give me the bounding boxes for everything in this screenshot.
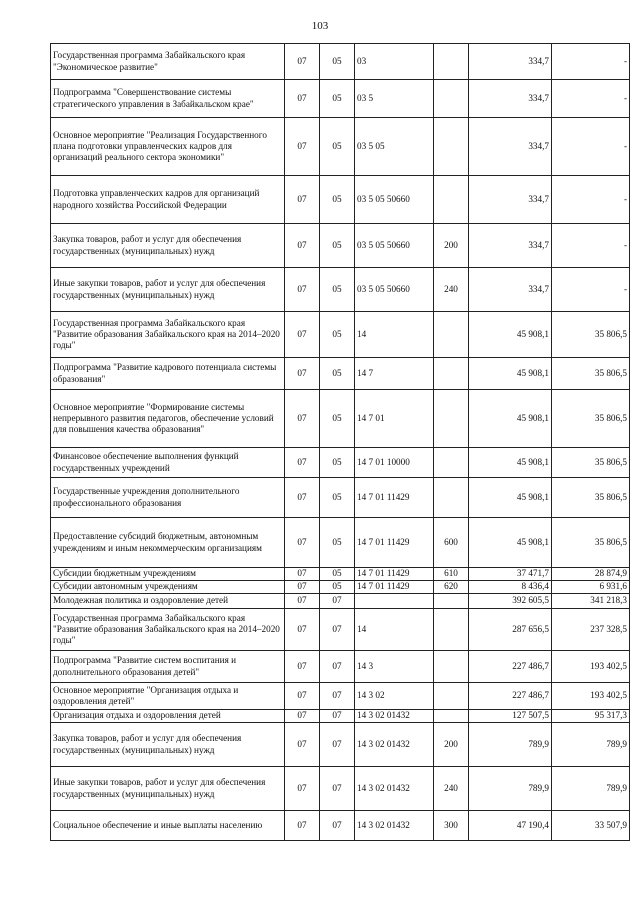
row-name: Закупка товаров, работ и услуг для обеспечения государственных (муниципальных) нужд xyxy=(51,224,285,268)
row-name: Предоставление субсидий бюджетным, автономным учреждениям и иным некоммерческим организациям xyxy=(51,518,285,568)
row-amount-year2: 35 806,5 xyxy=(552,448,630,478)
row-amount-year1: 127 507,5 xyxy=(469,710,552,723)
row-target-article: 14 7 xyxy=(355,358,434,390)
row-amount-year1: 227 486,7 xyxy=(469,683,552,710)
row-name: Молодежная политика и оздоровление детей xyxy=(51,594,285,609)
row-amount-year1: 334,7 xyxy=(469,224,552,268)
row-expense-type xyxy=(434,594,469,609)
row-expense-type xyxy=(434,448,469,478)
row-amount-year1: 45 908,1 xyxy=(469,518,552,568)
row-name: Субсидии автономным учреждениям xyxy=(51,581,285,594)
row-section: 07 xyxy=(285,478,320,518)
row-name: Субсидии бюджетным учреждениям xyxy=(51,568,285,581)
row-name: Иные закупки товаров, работ и услуг для обеспечения государственных (муниципальных) нужд xyxy=(51,268,285,312)
table-row xyxy=(51,518,630,568)
row-target-article: 14 3 02 01432 xyxy=(355,811,434,841)
row-expense-type: 240 xyxy=(434,767,469,811)
row-subsection: 07 xyxy=(320,767,355,811)
row-target-article: 03 5 05 50660 xyxy=(355,224,434,268)
row-amount-year2: 789,9 xyxy=(552,767,630,811)
row-name: Подготовка управленческих кадров для организаций народного хозяйства Российской Федерации xyxy=(51,176,285,224)
row-expense-type: 610 xyxy=(434,568,469,581)
row-amount-year2: - xyxy=(552,176,630,224)
row-expense-type xyxy=(434,176,469,224)
row-target-article: 14 xyxy=(355,609,434,651)
row-section: 07 xyxy=(285,568,320,581)
row-name: Подпрограмма "Развитие систем воспитания и дополнительного образования детей" xyxy=(51,651,285,683)
row-section: 07 xyxy=(285,358,320,390)
row-subsection: 05 xyxy=(320,448,355,478)
table-row xyxy=(51,268,630,312)
row-name: Закупка товаров, работ и услуг для обеспечения государственных (муниципальных) нужд xyxy=(51,723,285,767)
row-amount-year2: 35 806,5 xyxy=(552,358,630,390)
row-amount-year2: - xyxy=(552,80,630,118)
row-amount-year2: 6 931,6 xyxy=(552,581,630,594)
row-target-article: 03 5 05 xyxy=(355,118,434,176)
row-amount-year1: 227 486,7 xyxy=(469,651,552,683)
row-amount-year1: 8 436,4 xyxy=(469,581,552,594)
row-target-article: 14 xyxy=(355,312,434,358)
row-target-article: 03 5 xyxy=(355,80,434,118)
row-section: 07 xyxy=(285,683,320,710)
row-name: Государственная программа Забайкальского края "Экономическое развитие" xyxy=(51,44,285,80)
table-row xyxy=(51,80,630,118)
row-target-article: 14 3 02 01432 xyxy=(355,710,434,723)
row-name: Государственная программа Забайкальского края "Развитие образования Забайкальского края на 2014–2020 годы" xyxy=(51,609,285,651)
row-section: 07 xyxy=(285,44,320,80)
row-amount-year2: 35 806,5 xyxy=(552,312,630,358)
row-expense-type: 200 xyxy=(434,224,469,268)
row-name: Основное мероприятие "Организация отдыха и оздоровления детей" xyxy=(51,683,285,710)
row-subsection: 07 xyxy=(320,723,355,767)
row-expense-type xyxy=(434,312,469,358)
row-subsection: 07 xyxy=(320,594,355,609)
row-subsection: 07 xyxy=(320,609,355,651)
budget-table-body xyxy=(51,44,630,841)
row-target-article: 14 3 02 xyxy=(355,683,434,710)
table-row xyxy=(51,224,630,268)
row-amount-year2: 35 806,5 xyxy=(552,518,630,568)
row-expense-type xyxy=(434,44,469,80)
row-expense-type xyxy=(434,358,469,390)
table-row xyxy=(51,811,630,841)
row-amount-year1: 334,7 xyxy=(469,80,552,118)
row-amount-year1: 334,7 xyxy=(469,268,552,312)
row-name: Подпрограмма "Совершенствование системы стратегического управления в Забайкальском крае" xyxy=(51,80,285,118)
row-section: 07 xyxy=(285,390,320,448)
row-amount-year1: 789,9 xyxy=(469,723,552,767)
row-section: 07 xyxy=(285,118,320,176)
table-row xyxy=(51,44,630,80)
table-row xyxy=(51,609,630,651)
row-name: Подпрограмма "Развитие кадрового потенциала системы образования" xyxy=(51,358,285,390)
row-amount-year2: 237 328,5 xyxy=(552,609,630,651)
table-row xyxy=(51,651,630,683)
row-target-article: 14 7 01 11429 xyxy=(355,518,434,568)
row-amount-year2: 35 806,5 xyxy=(552,390,630,448)
table-row xyxy=(51,710,630,723)
row-section: 07 xyxy=(285,581,320,594)
row-amount-year2: - xyxy=(552,118,630,176)
row-target-article: 14 7 01 xyxy=(355,390,434,448)
row-amount-year2: - xyxy=(552,224,630,268)
row-subsection: 05 xyxy=(320,390,355,448)
row-target-article xyxy=(355,594,434,609)
row-section: 07 xyxy=(285,448,320,478)
row-name: Финансовое обеспечение выполнения функций государственных учреждений xyxy=(51,448,285,478)
row-subsection: 05 xyxy=(320,581,355,594)
row-subsection: 05 xyxy=(320,224,355,268)
row-amount-year2: 95 317,3 xyxy=(552,710,630,723)
row-amount-year2: 35 806,5 xyxy=(552,478,630,518)
row-amount-year1: 45 908,1 xyxy=(469,478,552,518)
table-row xyxy=(51,568,630,581)
row-expense-type: 300 xyxy=(434,811,469,841)
row-amount-year1: 392 605,5 xyxy=(469,594,552,609)
page-number: 103 xyxy=(311,20,329,32)
table-row xyxy=(51,448,630,478)
row-expense-type xyxy=(434,80,469,118)
row-expense-type: 240 xyxy=(434,268,469,312)
row-section: 07 xyxy=(285,651,320,683)
row-amount-year2: - xyxy=(552,44,630,80)
row-expense-type xyxy=(434,710,469,723)
row-expense-type: 620 xyxy=(434,581,469,594)
row-target-article: 03 xyxy=(355,44,434,80)
row-target-article: 03 5 05 50660 xyxy=(355,268,434,312)
row-target-article: 14 7 01 11429 xyxy=(355,581,434,594)
row-target-article: 14 7 01 11429 xyxy=(355,478,434,518)
row-subsection: 05 xyxy=(320,478,355,518)
row-name: Государственная программа Забайкальского края "Развитие образования Забайкальского края на 2014–2020 годы" xyxy=(51,312,285,358)
row-section: 07 xyxy=(285,176,320,224)
row-amount-year2: 33 507,9 xyxy=(552,811,630,841)
row-subsection: 05 xyxy=(320,312,355,358)
row-amount-year1: 45 908,1 xyxy=(469,390,552,448)
row-subsection: 05 xyxy=(320,358,355,390)
row-section: 07 xyxy=(285,224,320,268)
table-row xyxy=(51,390,630,448)
table-row xyxy=(51,581,630,594)
row-subsection: 07 xyxy=(320,651,355,683)
row-target-article: 14 7 01 10000 xyxy=(355,448,434,478)
row-target-article: 03 5 05 50660 xyxy=(355,176,434,224)
table-row xyxy=(51,767,630,811)
row-target-article: 14 3 xyxy=(355,651,434,683)
row-subsection: 05 xyxy=(320,44,355,80)
row-name: Социальное обеспечение и иные выплаты населению xyxy=(51,811,285,841)
row-amount-year1: 47 190,4 xyxy=(469,811,552,841)
row-amount-year2: - xyxy=(552,268,630,312)
row-target-article: 14 7 01 11429 xyxy=(355,568,434,581)
row-expense-type xyxy=(434,118,469,176)
row-subsection: 05 xyxy=(320,176,355,224)
table-row xyxy=(51,683,630,710)
row-amount-year1: 45 908,1 xyxy=(469,312,552,358)
row-expense-type xyxy=(434,651,469,683)
row-section: 07 xyxy=(285,80,320,118)
row-name: Государственные учреждения дополнительного профессионального образования xyxy=(51,478,285,518)
row-name: Организация отдыха и оздоровления детей xyxy=(51,710,285,723)
row-section: 07 xyxy=(285,312,320,358)
row-amount-year1: 334,7 xyxy=(469,44,552,80)
row-amount-year1: 789,9 xyxy=(469,767,552,811)
table-row xyxy=(51,118,630,176)
table-row xyxy=(51,176,630,224)
row-section: 07 xyxy=(285,811,320,841)
table-row xyxy=(51,358,630,390)
row-subsection: 05 xyxy=(320,80,355,118)
table-row xyxy=(51,723,630,767)
row-subsection: 07 xyxy=(320,811,355,841)
row-section: 07 xyxy=(285,767,320,811)
row-name: Основное мероприятие "Формирование системы непрерывного развития педагогов, обеспечение условий для повышения качества образования" xyxy=(51,390,285,448)
row-amount-year2: 28 874,9 xyxy=(552,568,630,581)
row-amount-year2: 193 402,5 xyxy=(552,651,630,683)
row-subsection: 05 xyxy=(320,518,355,568)
budget-table xyxy=(50,43,630,841)
row-amount-year1: 45 908,1 xyxy=(469,358,552,390)
row-subsection: 05 xyxy=(320,568,355,581)
row-amount-year2: 193 402,5 xyxy=(552,683,630,710)
row-section: 07 xyxy=(285,268,320,312)
row-amount-year1: 334,7 xyxy=(469,176,552,224)
row-name: Основное мероприятие "Реализация Государственного плана подготовки управленческих кадров для организаций реального сектора экономики" xyxy=(51,118,285,176)
row-subsection: 05 xyxy=(320,268,355,312)
row-target-article: 14 3 02 01432 xyxy=(355,723,434,767)
row-section: 07 xyxy=(285,518,320,568)
table-row xyxy=(51,594,630,609)
row-subsection: 05 xyxy=(320,118,355,176)
table-row xyxy=(51,312,630,358)
row-name: Иные закупки товаров, работ и услуг для обеспечения государственных (муниципальных) нужд xyxy=(51,767,285,811)
row-expense-type xyxy=(434,683,469,710)
row-amount-year1: 334,7 xyxy=(469,118,552,176)
row-amount-year1: 37 471,7 xyxy=(469,568,552,581)
row-target-article: 14 3 02 01432 xyxy=(355,767,434,811)
row-expense-type xyxy=(434,390,469,448)
row-amount-year1: 45 908,1 xyxy=(469,448,552,478)
row-expense-type xyxy=(434,609,469,651)
row-amount-year2: 341 218,3 xyxy=(552,594,630,609)
row-subsection: 07 xyxy=(320,710,355,723)
row-amount-year1: 287 656,5 xyxy=(469,609,552,651)
row-expense-type: 200 xyxy=(434,723,469,767)
row-section: 07 xyxy=(285,594,320,609)
row-expense-type: 600 xyxy=(434,518,469,568)
row-section: 07 xyxy=(285,710,320,723)
row-section: 07 xyxy=(285,609,320,651)
row-subsection: 07 xyxy=(320,683,355,710)
row-amount-year2: 789,9 xyxy=(552,723,630,767)
row-section: 07 xyxy=(285,723,320,767)
row-expense-type xyxy=(434,478,469,518)
table-row xyxy=(51,478,630,518)
